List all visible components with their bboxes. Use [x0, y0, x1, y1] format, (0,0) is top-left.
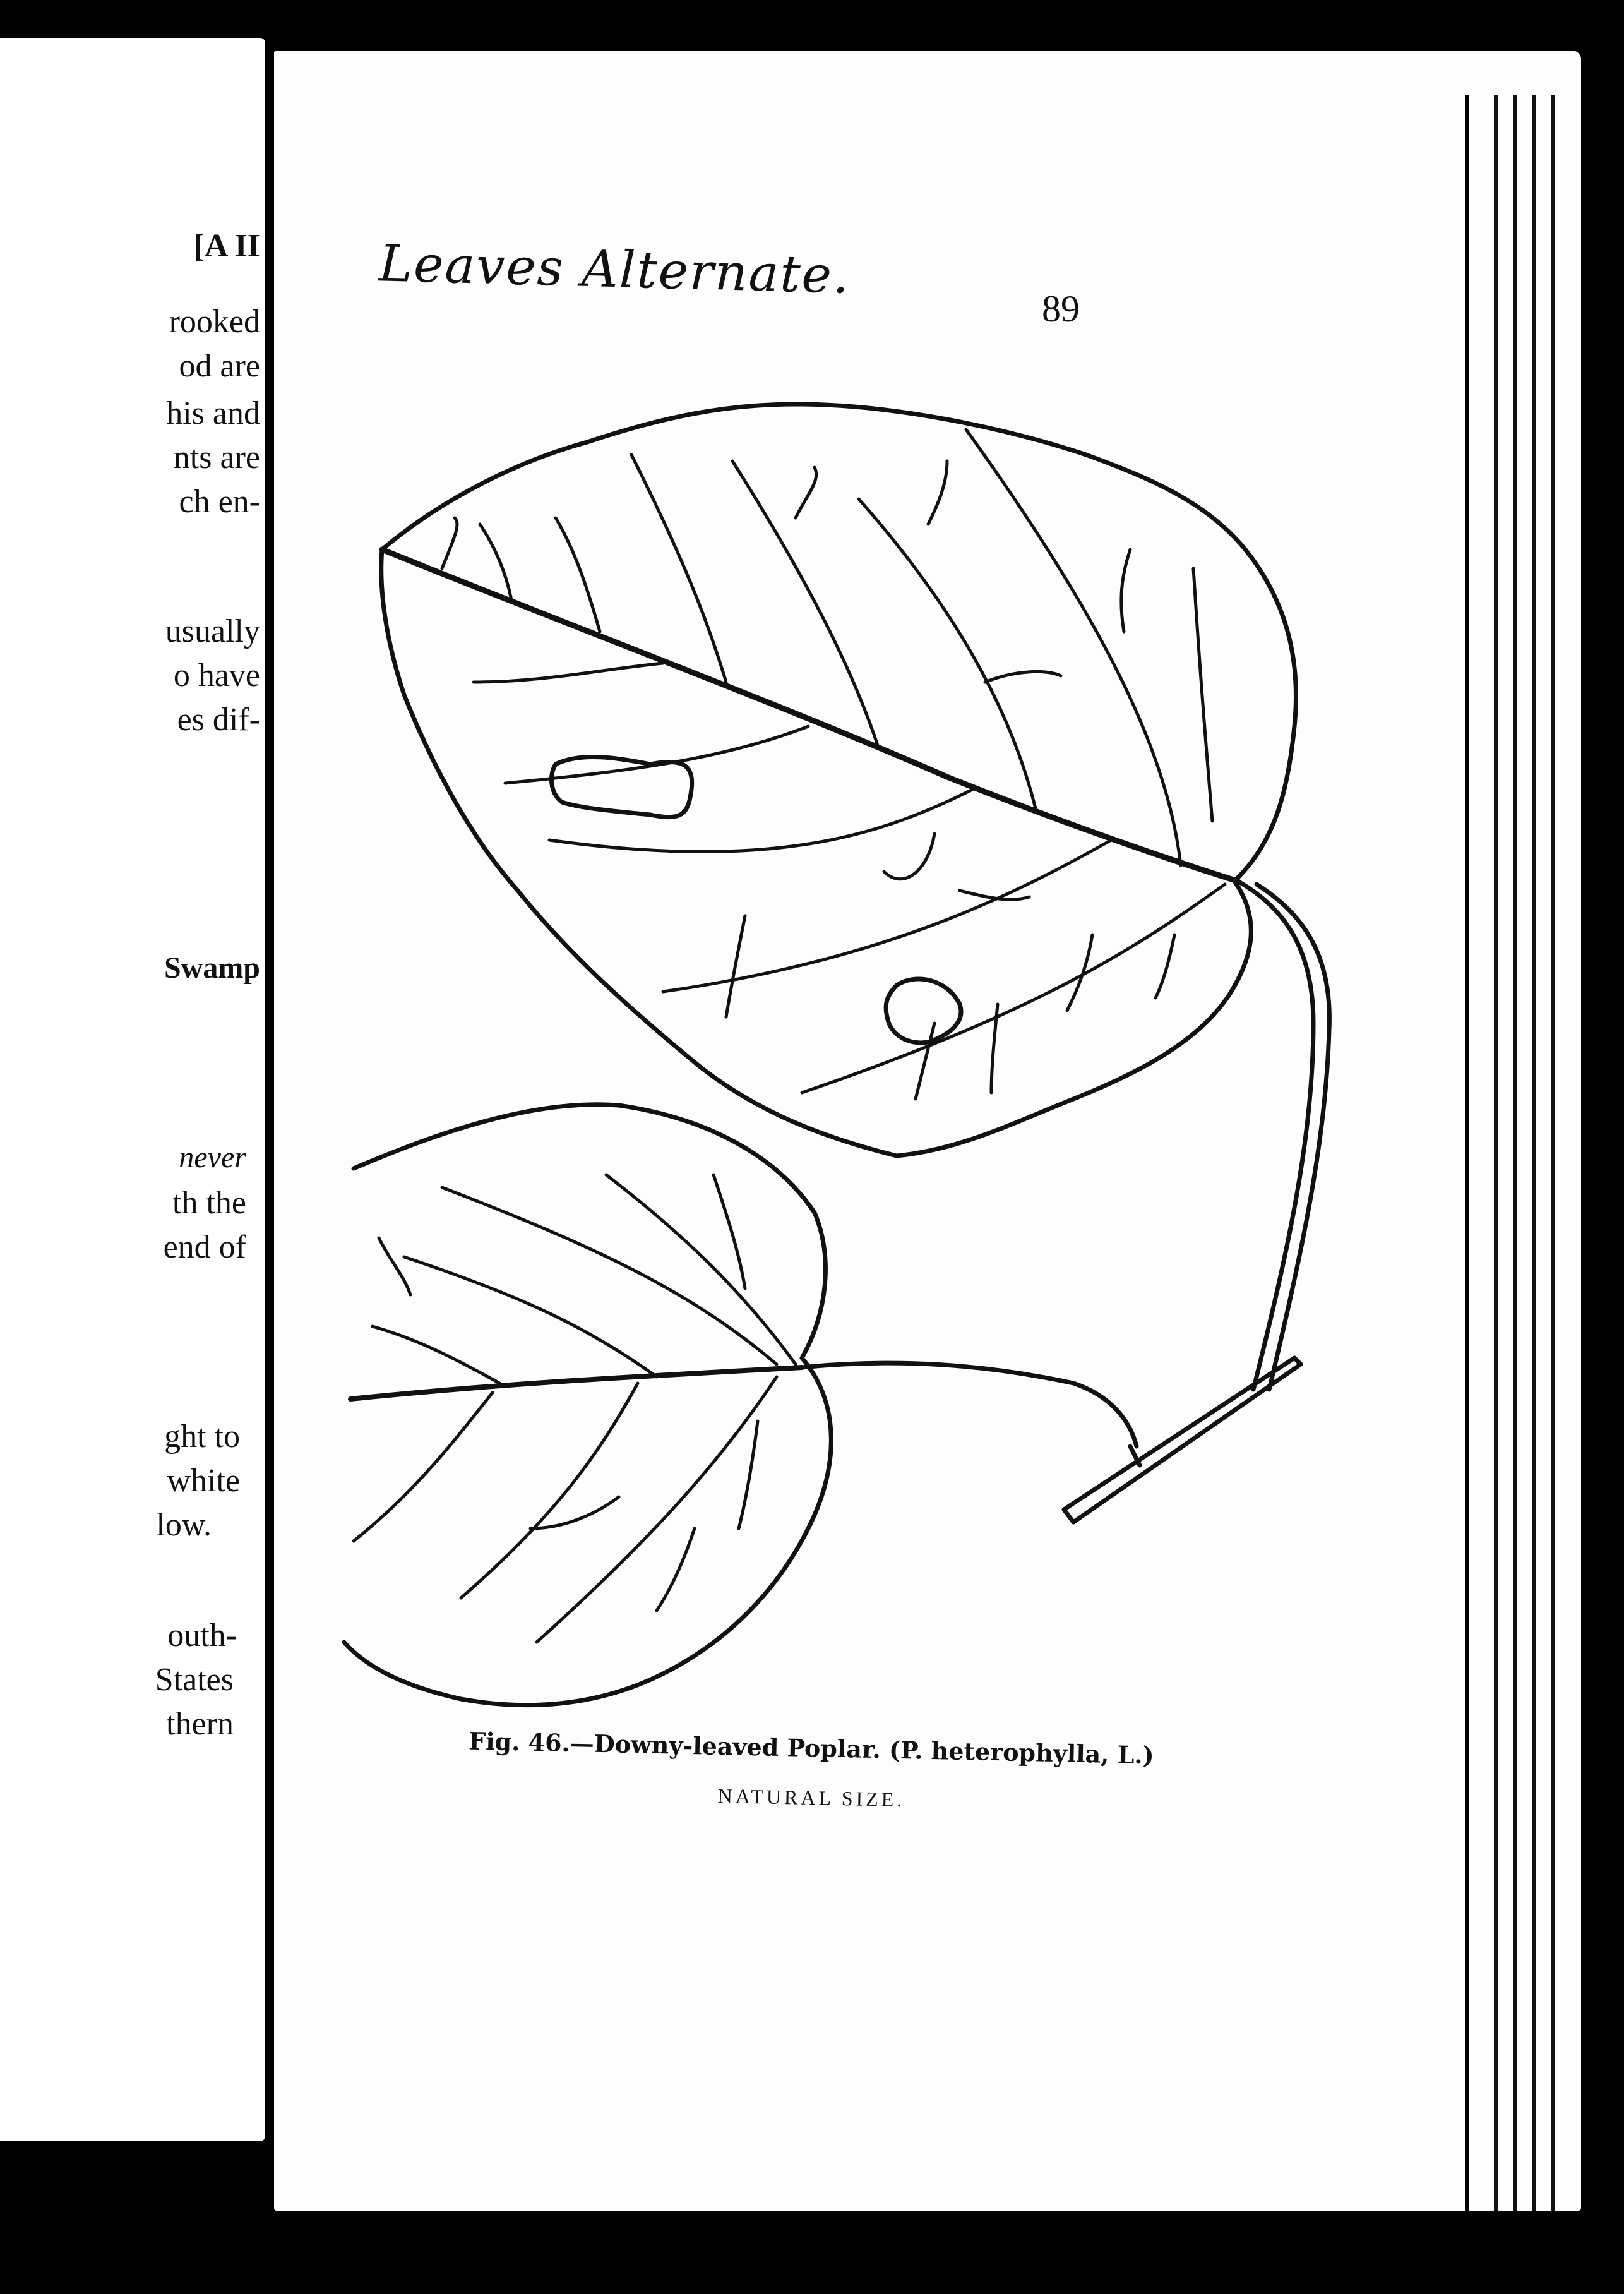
left-text-fragment: od are	[179, 348, 260, 384]
left-text-fragment: usually	[165, 613, 260, 649]
left-text-fragment: nts are	[173, 440, 260, 476]
left-text-fragment: States	[155, 1662, 234, 1698]
figure-subcaption: NATURAL SIZE.	[717, 1784, 905, 1811]
left-heading-fragment: Swamp	[164, 951, 260, 985]
right-page	[274, 51, 1581, 2211]
left-text-fragment: rooked	[169, 304, 260, 340]
left-text-fragment: th the	[172, 1185, 246, 1221]
page-number: 89	[1042, 288, 1080, 330]
left-text-fragment: low.	[156, 1507, 212, 1543]
left-text-fragment: never	[179, 1141, 246, 1174]
book-spine	[265, 38, 274, 2141]
left-text-fragment: thern	[166, 1706, 234, 1742]
left-text-fragment: ght to	[164, 1419, 240, 1455]
figure-caption: Fig. 46.—Downy-leaved Poplar. (P. heterophylla, L.)	[468, 1726, 1155, 1770]
left-text-fragment: outh-	[167, 1618, 237, 1654]
left-page	[0, 38, 265, 2141]
left-text-fragment: o have	[173, 658, 260, 694]
running-head: Leaves Alternate.	[378, 234, 851, 305]
left-text-fragment: his and	[166, 395, 260, 431]
page-edges	[1465, 95, 1595, 2211]
left-page-header: [A II	[193, 228, 260, 264]
left-text-fragment: es dif-	[177, 702, 260, 738]
left-text-fragment: white	[167, 1463, 240, 1499]
left-text-fragment: end of	[163, 1229, 246, 1265]
left-text-fragment: ch en-	[179, 484, 260, 520]
